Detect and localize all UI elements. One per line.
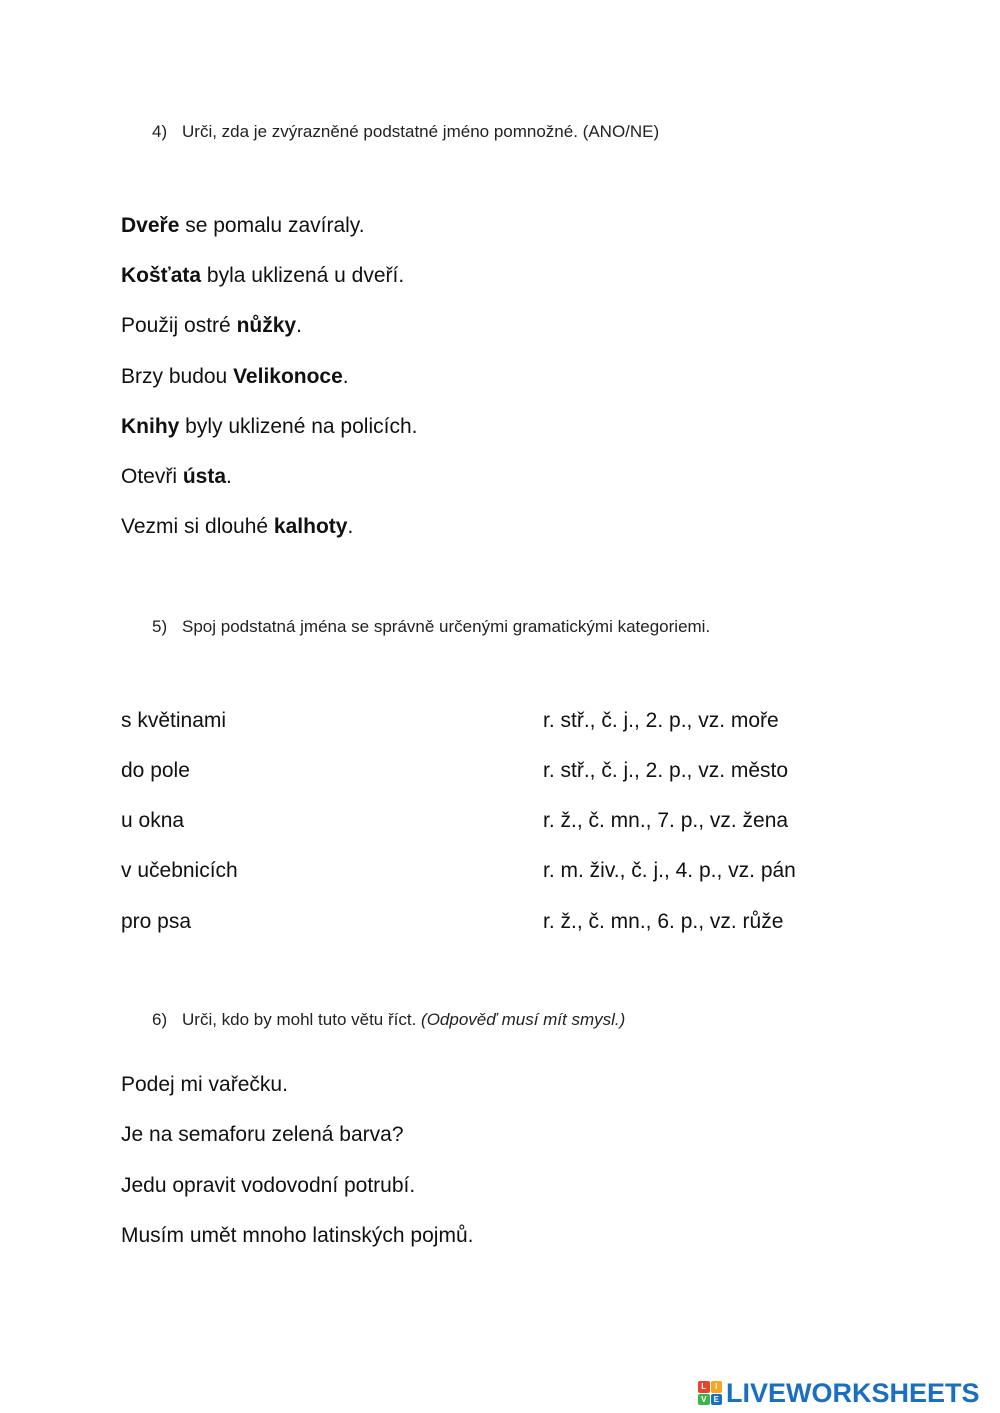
match-left-item[interactable]: pro psa [121,910,192,933]
sentence: Musím umět mnoho latinských pojmů. [121,1224,474,1247]
sentence: Košťata byla uklizená u dveří. [121,264,405,287]
task-6-heading [152,1010,625,1030]
match-right-item[interactable]: r. stř., č. j., 2. p., vz. město [543,759,789,782]
sentence: Použij ostré nůžky. [121,314,302,337]
highlighted-noun: Dveře [121,214,180,237]
match-left-item[interactable]: do pole [121,759,190,782]
logo-text: LIVEWORKSHEETS [726,1377,980,1408]
highlighted-noun: Velikonoce [233,365,343,388]
sentence: Podej mi vařečku. [121,1073,288,1096]
task-instruction-note: (Odpověď musí mít smysl.) [421,1010,626,1029]
task-4-heading [152,122,659,142]
highlighted-noun: kalhoty [273,515,348,538]
sentence: Vezmi si dlouhé kalhoty. [121,515,354,538]
highlighted-noun: Košťata [121,264,202,287]
logo-letter-icon: I [711,1381,723,1393]
highlighted-noun: nůžky [236,314,297,337]
highlighted-noun: ústa [182,465,227,488]
match-right-item[interactable]: r. stř., č. j., 2. p., vz. moře [543,709,779,732]
task-number: 4) [152,122,168,141]
task-number: 6) [152,1010,168,1029]
task-instruction: Spoj podstatná jména se správně určenými gramatickými kategoriemi. [182,617,711,636]
match-right-item[interactable]: r. ž., č. mn., 6. p., vz. růže [543,910,784,933]
sentence: Otevři ústa. [121,465,232,488]
task-number: 5) [152,617,168,636]
match-left-item[interactable]: u okna [121,809,185,832]
match-right-item[interactable]: r. m. živ., č. j., 4. p., vz. pán [543,859,796,882]
logo-letter-icon: E [711,1394,723,1406]
match-left-item[interactable]: s květinami [121,709,227,732]
sentence: Je na semaforu zelená barva? [121,1123,404,1146]
logo-letter-icon: V [698,1394,710,1406]
task-instruction: Urči, kdo by mohl tuto větu říct. [182,1010,422,1029]
logo-letter-icon: L [698,1381,710,1393]
liveworksheets-logo-icon [698,1381,722,1405]
liveworksheets-logo[interactable] [698,1377,980,1409]
sentence: Knihy byly uklizené na policích. [121,415,418,438]
highlighted-noun: Knihy [121,415,180,438]
match-right-item[interactable]: r. ž., č. mn., 7. p., vz. žena [543,809,789,832]
sentence: Dveře se pomalu zavíraly. [121,214,365,237]
sentence: Jedu opravit vodovodní potrubí. [121,1174,416,1197]
task-5-heading [152,617,710,637]
sentence: Brzy budou Velikonoce. [121,365,349,388]
match-left-item[interactable]: v učebnicích [121,859,238,882]
task-instruction: Urči, zda je zvýrazněné podstatné jméno pomnožné. (ANO/NE) [182,122,660,141]
